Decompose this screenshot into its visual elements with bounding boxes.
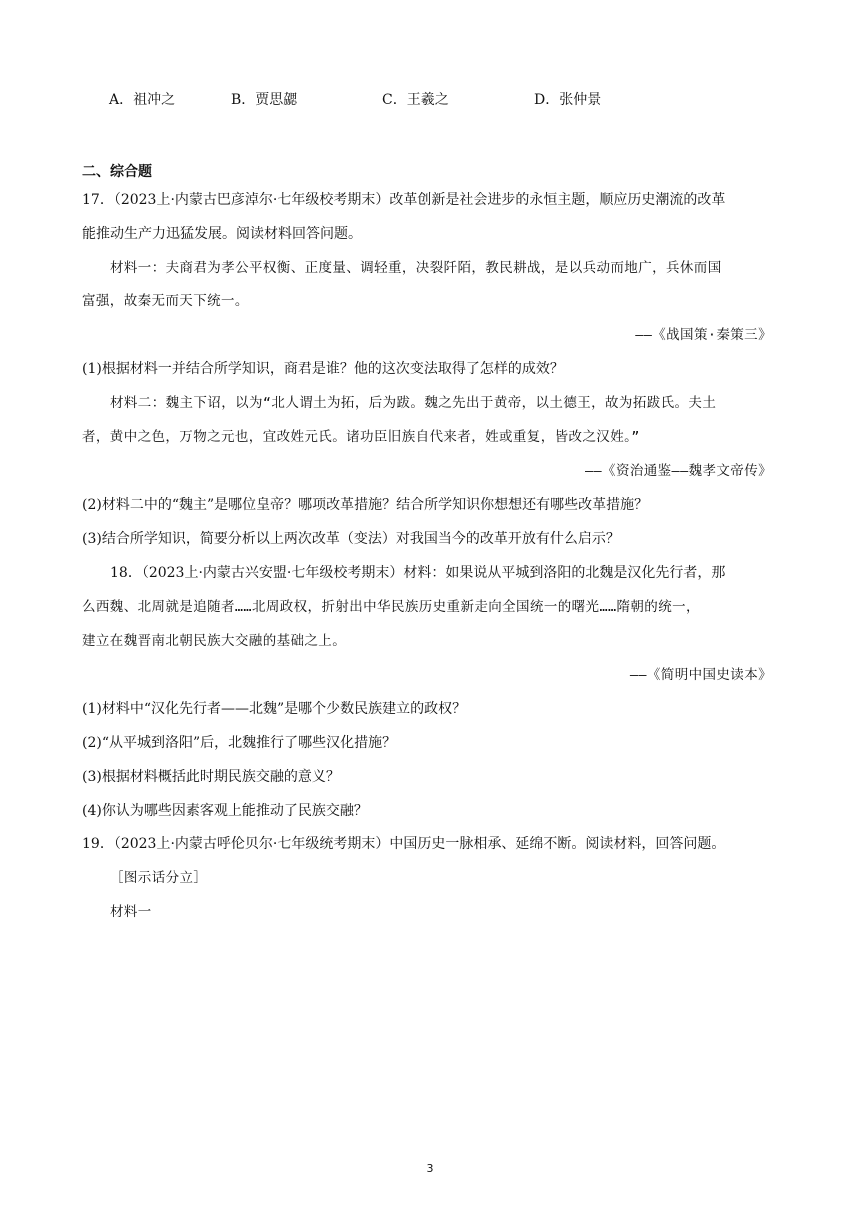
q17-material2-line2: 者，黄中之色，万物之元也，宜改姓元氏。诸功臣旧族自代来者，姓或重复，皆改之汉姓。” — [82, 429, 640, 445]
q18-stem-line3: 建立在魏晋南北朝民族大交融的基础之上。 — [82, 633, 347, 649]
q18-sub-question-2: (2)“从平城到洛阳”后，北魏推行了哪些汉化措施？ — [82, 735, 397, 751]
section-title: 二、综合题 — [82, 164, 152, 180]
q18-stem-line2: 么西魏、北周就是追随者……北周政权，折射出中华民族历史重新走向全国统一的曙光……隋朝的统一， — [82, 599, 700, 615]
q18-sub-question-3: (3)根据材料概括此时期民族交融的意义？ — [82, 769, 340, 785]
q17-sub-question-2: (2)材料二中的“魏主”是哪位皇帝？哪项改革措施？结合所学知识你想想还有哪些改革措施？ — [82, 497, 649, 513]
q19-heading: ［图示话分立］ — [110, 870, 208, 886]
q19-stem-line1: 19．（2023上·内蒙古呼伦贝尔·七年级统考期末）中国历史一脉相承、延绵不断。阅读材料，回答问题。 — [82, 836, 726, 852]
page-number: 3 — [426, 1162, 434, 1175]
q17-sub-question-1: (1)根据材料一并结合所学知识，商君是谁？他的这次变法取得了怎样的成效？ — [82, 361, 564, 377]
q17-material1-source: ——《战国策·秦策三》 — [635, 327, 772, 343]
q18-stem-line1: 18．（2023上·内蒙古兴安盟·七年级校考期末）材料：如果说从平城到洛阳的北魏是汉化先行者，那 — [110, 565, 726, 581]
option-a: A．祖冲之 — [109, 92, 176, 108]
q18-sub-question-1: (1)材料中“汉化先行者——北魏”是哪个少数民族建立的政权？ — [82, 701, 467, 717]
q17-stem-line1: 17．（2023上·内蒙古巴彦淖尔·七年级校考期末）改革创新是社会进步的永恒主题，顺应历史潮流的改革 — [82, 192, 726, 208]
q17-stem-line2: 能推动生产力迅猛发展。阅读材料回答问题。 — [82, 226, 362, 242]
q18-source: ——《简明中国史读本》 — [629, 667, 772, 683]
q17-material2-line1: 材料二：魏主下诏，以为“北人谓土为拓，后为跋。魏之先出于黄帝，以土德王，故为拓跋氏。夫土 — [110, 395, 717, 411]
q18-sub-question-4: (4)你认为哪些因素客观上能推动了民族交融？ — [82, 803, 368, 819]
q19-material1-label: 材料一 — [110, 904, 152, 920]
q17-material2-source: ——《资治通鉴——魏孝文帝传》 — [584, 463, 772, 479]
q17-material1-line2: 富强，故秦无而天下统一。 — [82, 293, 249, 309]
option-d: D．张仲景 — [534, 92, 602, 108]
q17-material1-line1: 材料一：夫商君为孝公平权衡、正度量、调轻重，决裂阡陌，教民耕战，是以兵动而地广，兵休而国 — [110, 260, 722, 276]
q17-sub-question-3: (3)结合所学知识，简要分析以上两次改革（变法）对我国当今的改革开放有什么启示？ — [82, 531, 620, 547]
option-c: C．王羲之 — [382, 92, 449, 108]
option-b: B．贾思勰 — [231, 92, 298, 108]
